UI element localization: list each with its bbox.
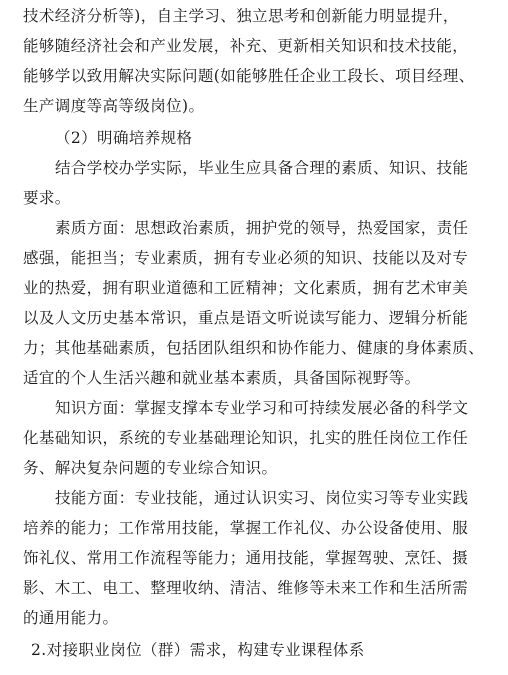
heading-text: 2.对接职业岗位（群）需求，构建专业课程体系 — [31, 641, 365, 659]
text-line: 技术经济分析等)，自主学习、独立思考和创新能力明显提升， — [23, 7, 459, 25]
text-line: 知识方面：掌握支撑本专业学习和可持续发展必备的科学文 — [55, 399, 469, 417]
text-line: 感强，能担当；专业素质，拥有专业必须的知识、技能以及对专 — [23, 249, 469, 267]
text-line: 饰礼仪、常用工作流程等能力；通用技能，掌握驾驶、烹饪、摄 — [23, 549, 469, 567]
text-line: 生产调度等高等级岗位)。 — [23, 97, 205, 115]
text-line: 以及人文历史基本常识，重点是语文听说读写能力、逻辑分析能 — [23, 309, 469, 327]
text-line: 化基础知识，系统的专业基础理论知识，扎实的胜任岗位工作任 — [23, 429, 469, 447]
text-line: 结合学校办学实际，毕业生应具备合理的素质、知识、技能 — [55, 159, 469, 177]
paragraph-knowledge — [23, 400, 490, 476]
text-line: 能够随经济社会和产业发展，补充、更新相关知识和技术技能， — [23, 37, 469, 55]
paragraph-skills — [23, 490, 490, 626]
text-line: 影、木工、电工、整理收纳、清洁、维修等未来工作和生活所需 — [23, 579, 469, 597]
text-line: 业的热爱，拥有职业道德和工匠精神；文化素质，拥有艺术审美 — [23, 279, 469, 297]
section-heading-curriculum — [23, 642, 490, 658]
subheading-text: （2）明确培养规格 — [55, 129, 193, 147]
text-line: 适宜的个人生活兴趣和就业基本素质，具备国际视野等。 — [23, 369, 421, 387]
text-line: 务、解决复杂问题的专业综合知识。 — [23, 459, 278, 477]
text-line: 要求。 — [23, 189, 71, 207]
paragraph-continuation — [23, 8, 490, 114]
paragraph-intro — [23, 160, 490, 206]
text-line: 力；其他基础素质，包括团队组织和协作能力、健康的身体素质、 — [23, 339, 485, 357]
section-heading-specs — [23, 130, 490, 146]
text-line: 的通用能力。 — [23, 609, 119, 627]
paragraph-quality — [23, 220, 490, 386]
text-line: 能够学以致用解决实际问题(如能够胜任企业工段长、项目经理、 — [23, 67, 475, 85]
text-line: 素质方面：思想政治素质，拥护党的领导，热爱国家，责任 — [55, 219, 469, 237]
text-line: 技能方面：专业技能，通过认识实习、岗位实习等专业实践 — [55, 489, 469, 507]
text-line: 培养的能力；工作常用技能，掌握工作礼仪、办公设备使用、服 — [23, 519, 469, 537]
